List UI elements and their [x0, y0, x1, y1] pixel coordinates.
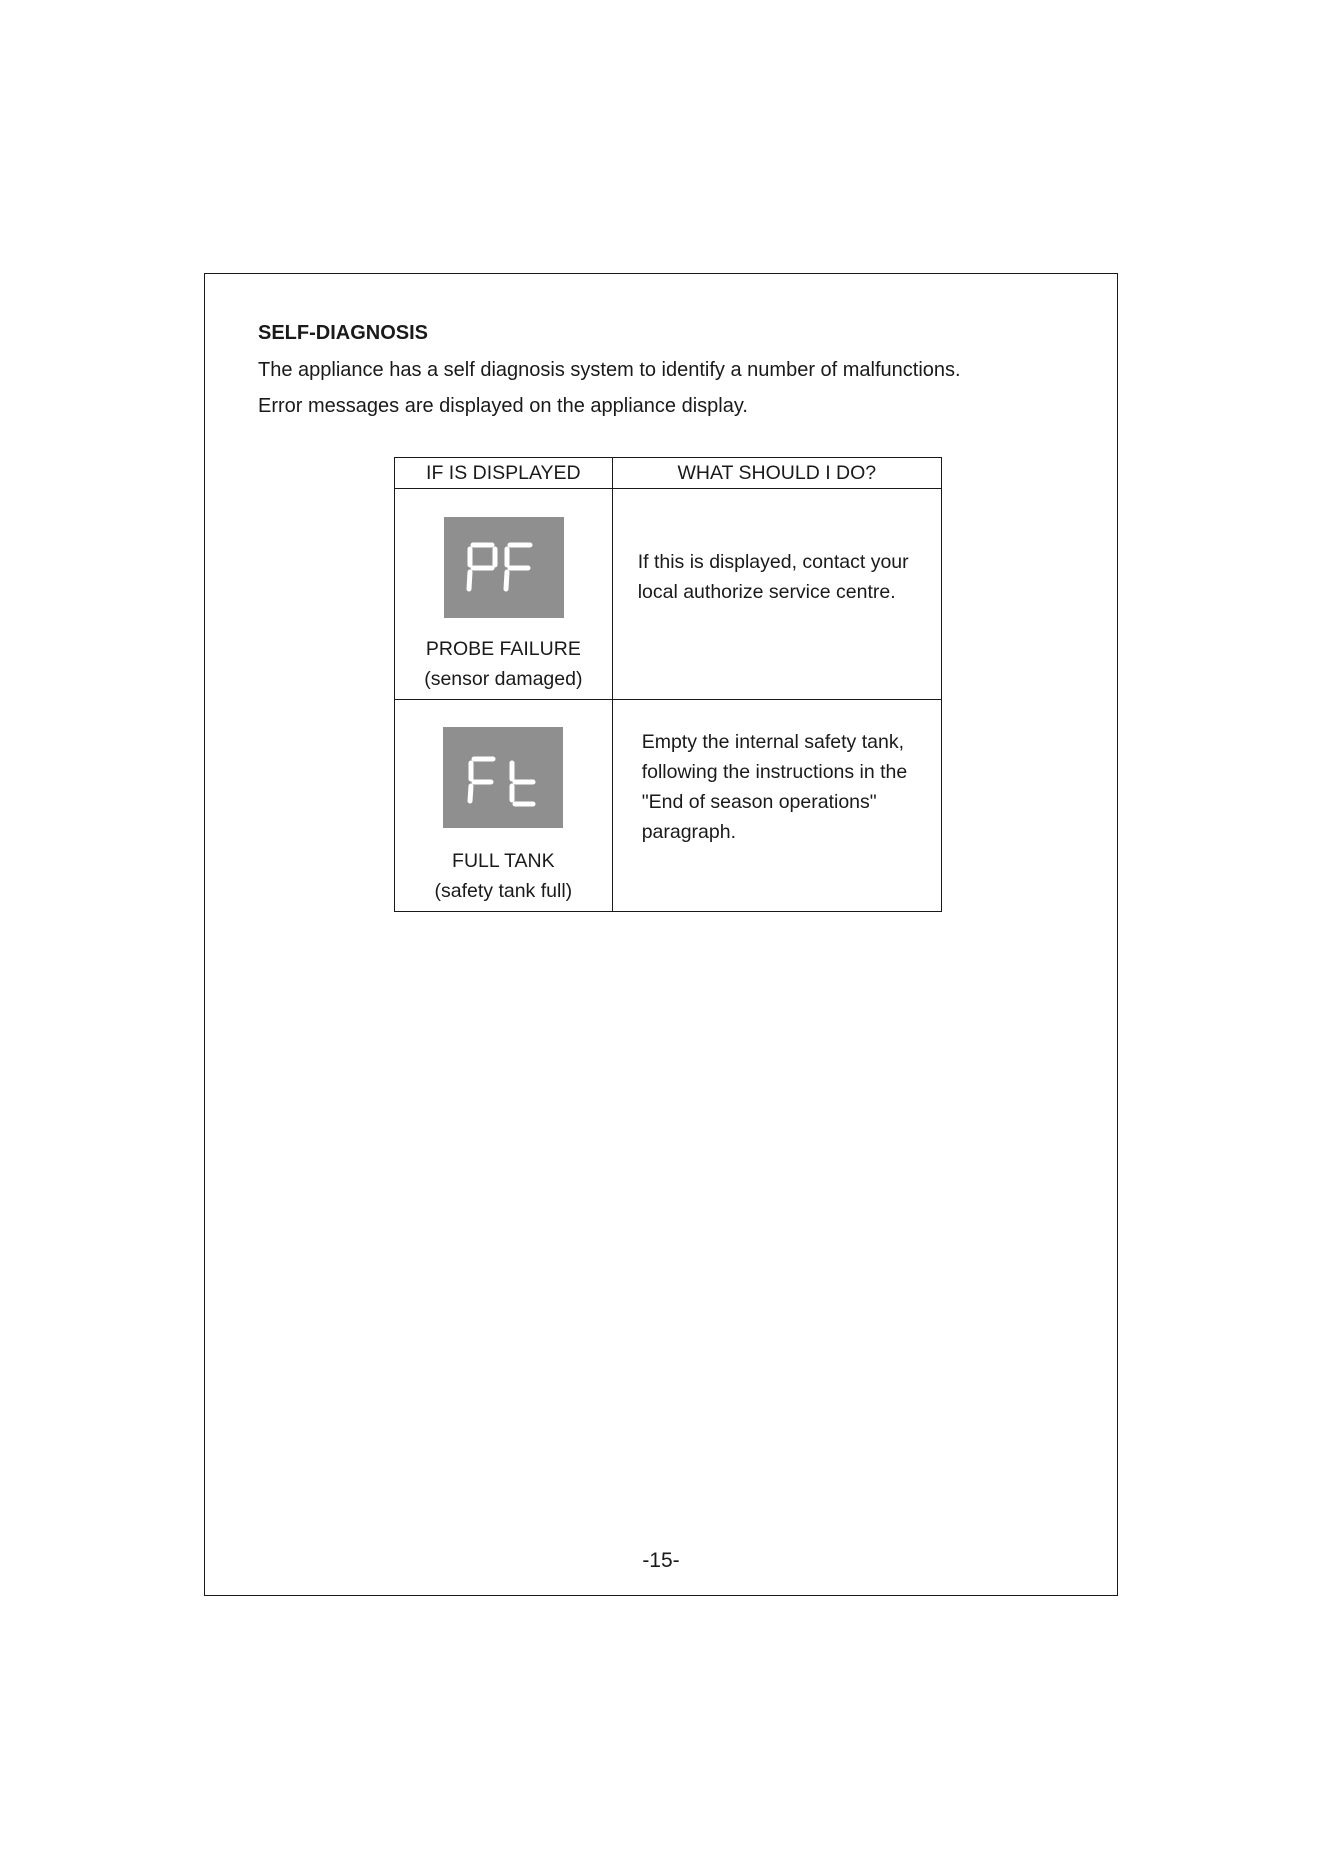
table-header-row: [395, 458, 942, 489]
action-cell: [612, 700, 941, 912]
header-what-should-i-do: WHAT SHOULD I DO?: [612, 458, 941, 489]
page-number: -15-: [642, 1549, 680, 1572]
pf-segment-glyph: [444, 517, 564, 618]
ft-display-icon: [443, 727, 563, 828]
display-cell: [395, 700, 613, 912]
code-name: PROBE FAILURE: [425, 638, 581, 660]
display-cell: [395, 489, 613, 700]
section-title: SELF-DIAGNOSIS: [258, 322, 429, 344]
code-label: [395, 846, 612, 906]
intro-line-1: The appliance has a self diagnosis system to identify a number of malfunctions.: [258, 359, 961, 381]
intro-line-2: Error messages are displayed on the appliance display.: [258, 395, 748, 417]
header-if-displayed: IF IS DISPLAYED: [395, 458, 613, 489]
ft-segment-glyph: [443, 727, 563, 828]
code-detail: (sensor damaged): [424, 668, 583, 690]
code-label: [395, 634, 612, 694]
code-detail: (safety tank full): [434, 880, 573, 902]
page-frame: [204, 273, 1118, 1596]
table-row: [395, 700, 942, 912]
pf-display-icon: [444, 517, 564, 618]
diagnosis-table: [394, 457, 942, 912]
action-cell: [612, 489, 941, 700]
table-row: [395, 489, 942, 700]
action-text: Empty the internal safety tank, following the instructions in the "End of season operations" paragraph.: [641, 731, 908, 843]
action-text: If this is displayed, contact your local authorize service centre.: [637, 551, 909, 603]
code-name: FULL TANK: [452, 850, 555, 872]
